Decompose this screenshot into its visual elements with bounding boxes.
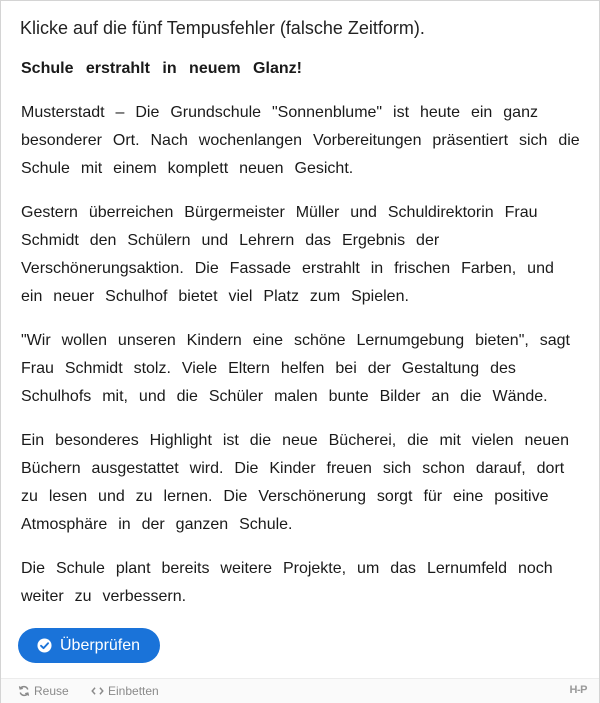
- check-button[interactable]: [18, 628, 160, 663]
- article-text: [21, 55, 583, 627]
- reuse-button[interactable]: [18, 684, 69, 698]
- button-bar: [18, 628, 160, 663]
- article-paragraph-3[interactable]: "Wir wollen unseren Kindern eine schöne Lernumgebung bieten", sagt Frau Schmidt stolz. Viele Eltern helfen bei der Gestaltung des Schulhofs mit, und die Schüler malen bunte Bilder an die Wände.: [21, 332, 570, 405]
- article-paragraph-4[interactable]: Ein besonderes Highlight ist die neue Bücherei, die mit vielen neuen Büchern ausgestattet wird. Die Kinder freuen sich schon darauf, dort zu lesen und zu lernen. Die Verschönerung sorgt für eine positive Atmosphäre in der ganzen Schule.: [21, 432, 569, 533]
- embed-label: Einbetten: [108, 684, 159, 698]
- article-headline[interactable]: Schule erstrahlt in neuem Glanz!: [21, 60, 302, 77]
- h5p-logo[interactable]: H-P: [569, 684, 587, 696]
- reuse-arrows-icon: [18, 685, 30, 697]
- check-button-label: Überprüfen: [60, 636, 141, 654]
- task-instruction: Klicke auf die fünf Tempusfehler (falsche Zeitform).: [20, 18, 425, 38]
- embed-button[interactable]: [91, 684, 159, 698]
- reuse-label: Reuse: [34, 684, 69, 698]
- code-brackets-icon: [91, 685, 104, 697]
- article-paragraph-1[interactable]: Musterstadt – Die Grundschule "Sonnenblume" ist heute ein ganz besonderer Ort. Nach wochenlangen Vorbereitungen präsentiert sich die Schule mit einem komplett neuen Gesicht.: [21, 104, 580, 177]
- check-circle-icon: [37, 638, 52, 653]
- article-paragraph-5[interactable]: Die Schule plant bereits weitere Projekte, um das Lernumfeld noch weiter zu verbessern.: [21, 560, 553, 605]
- article-paragraph-2[interactable]: Gestern überreichen Bürgermeister Müller und Schuldirektorin Frau Schmidt den Schülern und Lehrern das Ergebnis der Verschönerungsaktion. Die Fassade erstrahlt in frischen Farben, und ein neuer Schulhof bietet viel Platz zum Spielen.: [21, 204, 554, 305]
- footer-bar: [1, 678, 599, 703]
